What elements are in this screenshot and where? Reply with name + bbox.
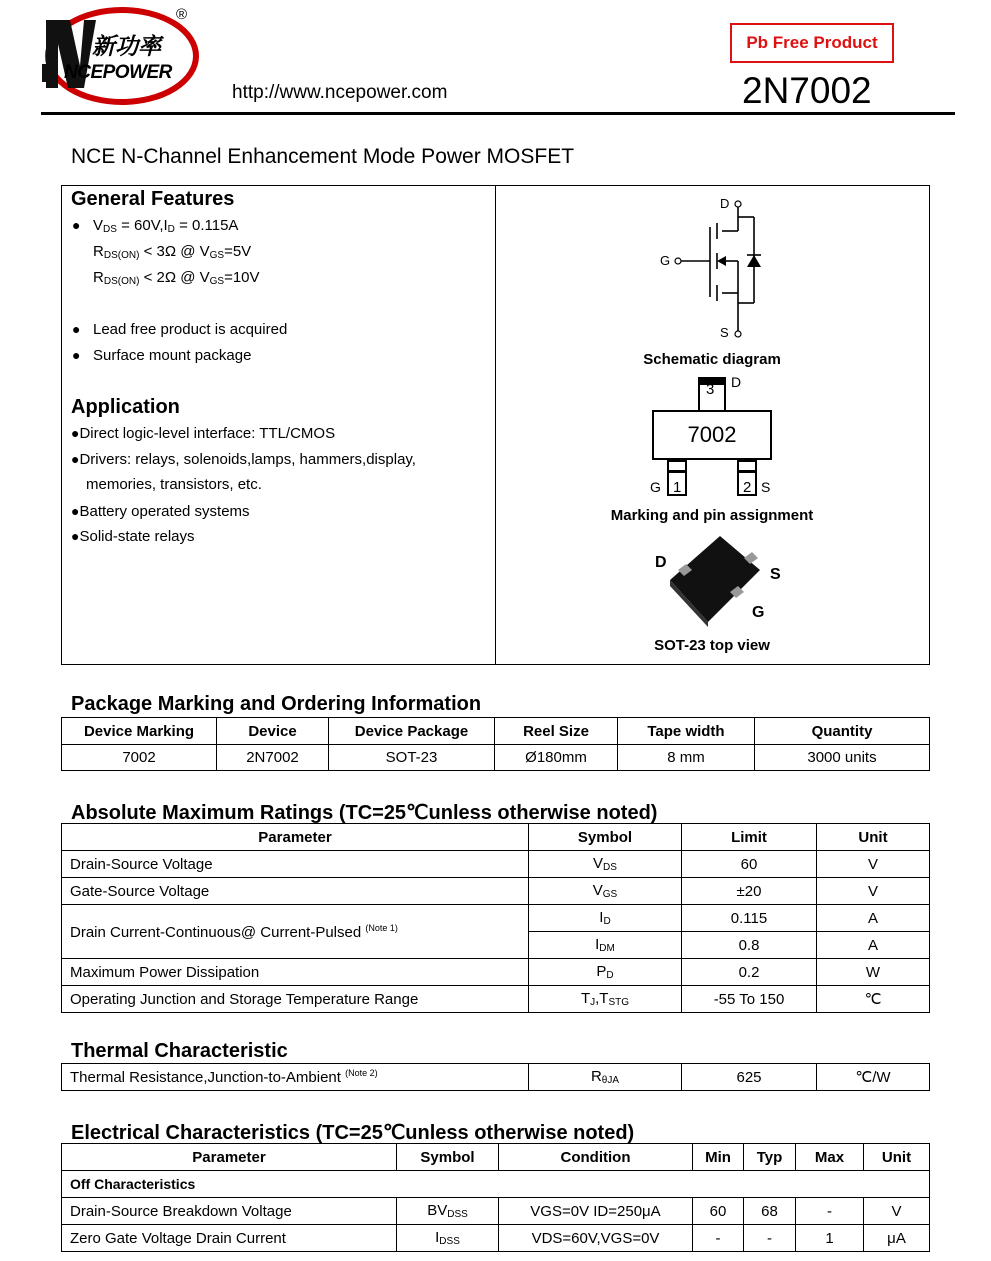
- mosfet-schematic-icon: [650, 193, 770, 343]
- cell-reel-size: Ø180mm: [495, 745, 618, 771]
- electrical-header-row: [62, 1144, 930, 1171]
- table-row: [62, 986, 930, 1013]
- cell-typ: 68: [744, 1198, 796, 1225]
- cell-tape-width: 8 mm: [618, 745, 755, 771]
- thermal-table: [61, 1063, 930, 1091]
- bullet-icon: ●: [71, 503, 80, 519]
- cell-max: 1: [796, 1225, 864, 1252]
- pb-free-badge: Pb Free Product: [730, 23, 894, 63]
- cell-parameter: Operating Junction and Storage Temperature Range: [62, 986, 529, 1013]
- table-row: [62, 1064, 930, 1091]
- application-item: ●Direct logic-level interface: TTL/CMOS: [71, 425, 336, 442]
- cell-unit: A: [817, 905, 930, 932]
- sot-pin-g: G: [752, 604, 765, 621]
- section-off-characteristics: Off Characteristics: [62, 1171, 930, 1198]
- section-row: [62, 1171, 930, 1198]
- pin-s-label: S: [761, 479, 771, 495]
- bullet-icon: ●: [71, 528, 80, 544]
- header-device-marking: Device Marking: [62, 718, 217, 745]
- abs-max-title: Absolute Maximum Ratings (TC=25℃unless otherwise noted): [71, 802, 658, 824]
- pin2-label: 2: [743, 479, 752, 496]
- schematic-pin-s: S: [720, 325, 729, 340]
- header-device: Device: [217, 718, 329, 745]
- cell-limit: ±20: [682, 878, 817, 905]
- table-row: [62, 878, 930, 905]
- bullet-icon: ●: [72, 217, 81, 233]
- bullet-icon: ●: [71, 425, 80, 441]
- cell-limit: 0.115: [682, 905, 817, 932]
- feature-vds-id: $V_{DS} = 60V,I_D = 0.115A$: [93, 217, 239, 235]
- abs-max-header-row: [62, 824, 930, 851]
- cell-unit: W: [817, 959, 930, 986]
- schematic-pin-d: D: [720, 196, 730, 211]
- logo-chinese-text: 新功率: [92, 33, 161, 59]
- pin-g-label: G: [650, 479, 661, 495]
- cell-symbol: $I_{DSS}$: [397, 1225, 499, 1252]
- header-unit: Unit: [864, 1144, 930, 1171]
- electrical-title: Electrical Characteristics (TC=25℃unless otherwise noted): [71, 1122, 635, 1144]
- cell-unit: V: [864, 1198, 930, 1225]
- registered-mark: ®: [176, 6, 188, 23]
- cell-unit: μA: [864, 1225, 930, 1252]
- cell-unit: A: [817, 932, 930, 959]
- cell-condition: VGS=0V ID=250μA: [499, 1198, 693, 1225]
- cell-unit: ℃: [817, 986, 930, 1013]
- application-item: ●Battery operated systems: [71, 503, 250, 520]
- abs-max-table: [61, 823, 930, 1013]
- cell-parameter: Drain-Source Breakdown Voltage: [62, 1198, 397, 1225]
- cell-quantity: 3000 units: [755, 745, 930, 771]
- cell-unit: V: [817, 878, 930, 905]
- bullet-icon: ●: [72, 321, 81, 337]
- cell-max: -: [796, 1198, 864, 1225]
- logo-brand-text: NCEPOWER: [64, 62, 172, 83]
- cell-parameter: Thermal Resistance,Junction-to-Ambient $^{(Note 2)}$: [62, 1064, 529, 1091]
- schematic-caption: Schematic diagram: [643, 351, 781, 368]
- cell-symbol: $T_J,T_{STG}$: [529, 986, 682, 1013]
- header-limit: Limit: [682, 824, 817, 851]
- cell-symbol: $V_{DS}$: [529, 851, 682, 878]
- cell-min: -: [693, 1225, 744, 1252]
- cell-parameter: Drain-Source Voltage: [62, 851, 529, 878]
- application-item: ●Drivers: relays, solenoids,lamps, hammers,display,: [71, 451, 416, 468]
- marking-caption: Marking and pin assignment: [610, 507, 814, 524]
- cell-unit: V: [817, 851, 930, 878]
- header-divider: [41, 112, 955, 115]
- header-parameter: Parameter: [62, 824, 529, 851]
- ordering-table: [61, 717, 930, 771]
- feature-item: Lead free product is acquired: [93, 321, 288, 338]
- cell-parameter: Drain Current-Continuous@ Current-Pulsed $^{(Note 1)}$: [62, 905, 529, 959]
- ordering-header-row: [62, 718, 930, 745]
- cell-value: 625: [682, 1064, 817, 1091]
- sot-pin-d: D: [655, 554, 667, 571]
- cell-condition: VDS=60V,VGS=0V: [499, 1225, 693, 1252]
- header-min: Min: [693, 1144, 744, 1171]
- cell-parameter: Gate-Source Voltage: [62, 878, 529, 905]
- application-title: Application: [71, 396, 180, 418]
- cell-limit: -55 To 150: [682, 986, 817, 1013]
- bullet-icon: ●: [72, 347, 81, 363]
- cell-device-marking: 7002: [62, 745, 217, 771]
- cell-limit: 0.2: [682, 959, 817, 986]
- sot23-caption: SOT-23 top view: [654, 637, 770, 654]
- schematic-pin-g: G: [660, 253, 671, 268]
- package-marking-text: 7002: [687, 422, 737, 447]
- table-row: [62, 1225, 930, 1252]
- bullet-icon: ●: [71, 451, 80, 467]
- table-row: [62, 1198, 930, 1225]
- header-quantity: Quantity: [755, 718, 930, 745]
- header-symbol: Symbol: [397, 1144, 499, 1171]
- document-subtitle: NCE N-Channel Enhancement Mode Power MOSFET: [71, 145, 575, 168]
- cell-symbol: $I_{DM}$: [529, 932, 682, 959]
- header-condition: Condition: [499, 1144, 693, 1171]
- header-symbol: Symbol: [529, 824, 682, 851]
- cell-unit: ℃/W: [817, 1064, 930, 1091]
- feature-item: Surface mount package: [93, 347, 252, 364]
- cell-limit: 0.8: [682, 932, 817, 959]
- cell-symbol: $BV_{DSS}$: [397, 1198, 499, 1225]
- header-parameter: Parameter: [62, 1144, 397, 1171]
- thermal-title: Thermal Characteristic: [71, 1040, 288, 1062]
- application-item: ●Solid-state relays: [71, 528, 195, 545]
- cell-min: 60: [693, 1198, 744, 1225]
- cell-parameter: Zero Gate Voltage Drain Current: [62, 1225, 397, 1252]
- table-row: [62, 851, 930, 878]
- cell-symbol: $V_{GS}$: [529, 878, 682, 905]
- cell-device-package: SOT-23: [329, 745, 495, 771]
- header-device-package: Device Package: [329, 718, 495, 745]
- cell-typ: -: [744, 1225, 796, 1252]
- cell-limit: 60: [682, 851, 817, 878]
- pin3-label: 3: [706, 381, 715, 398]
- part-number: 2N7002: [742, 70, 872, 111]
- feature-rds-5v: $R_{DS(ON)} < 3\Omega$ @ $V_{GS}=5V$: [93, 243, 252, 261]
- cell-parameter: Maximum Power Dissipation: [62, 959, 529, 986]
- cell-symbol: $R_{\theta JA}$: [529, 1064, 682, 1091]
- header-reel-size: Reel Size: [495, 718, 618, 745]
- cell-symbol: $I_D$: [529, 905, 682, 932]
- header-unit: Unit: [817, 824, 930, 851]
- cell-device: 2N7002: [217, 745, 329, 771]
- feature-rds-10v: $R_{DS(ON)} < 2\Omega$ @ $V_{GS}=10V$: [93, 269, 260, 287]
- electrical-table: [61, 1143, 930, 1252]
- sot-pin-s: S: [770, 566, 781, 583]
- application-item-continued: memories, transistors, etc.: [86, 476, 262, 493]
- table-row: [62, 745, 930, 771]
- general-features-title: General Features: [71, 188, 235, 210]
- cell-symbol: $P_D$: [529, 959, 682, 986]
- pin-d-label: D: [731, 374, 742, 390]
- table-row: [62, 959, 930, 986]
- table-row: [62, 905, 930, 932]
- header-typ: Typ: [744, 1144, 796, 1171]
- website-url[interactable]: http://www.ncepower.com: [232, 82, 448, 103]
- header-tape-width: Tape width: [618, 718, 755, 745]
- features-divider: [495, 185, 496, 665]
- pin1-label: 1: [673, 479, 682, 496]
- ordering-title: Package Marking and Ordering Information: [71, 693, 482, 715]
- header-max: Max: [796, 1144, 864, 1171]
